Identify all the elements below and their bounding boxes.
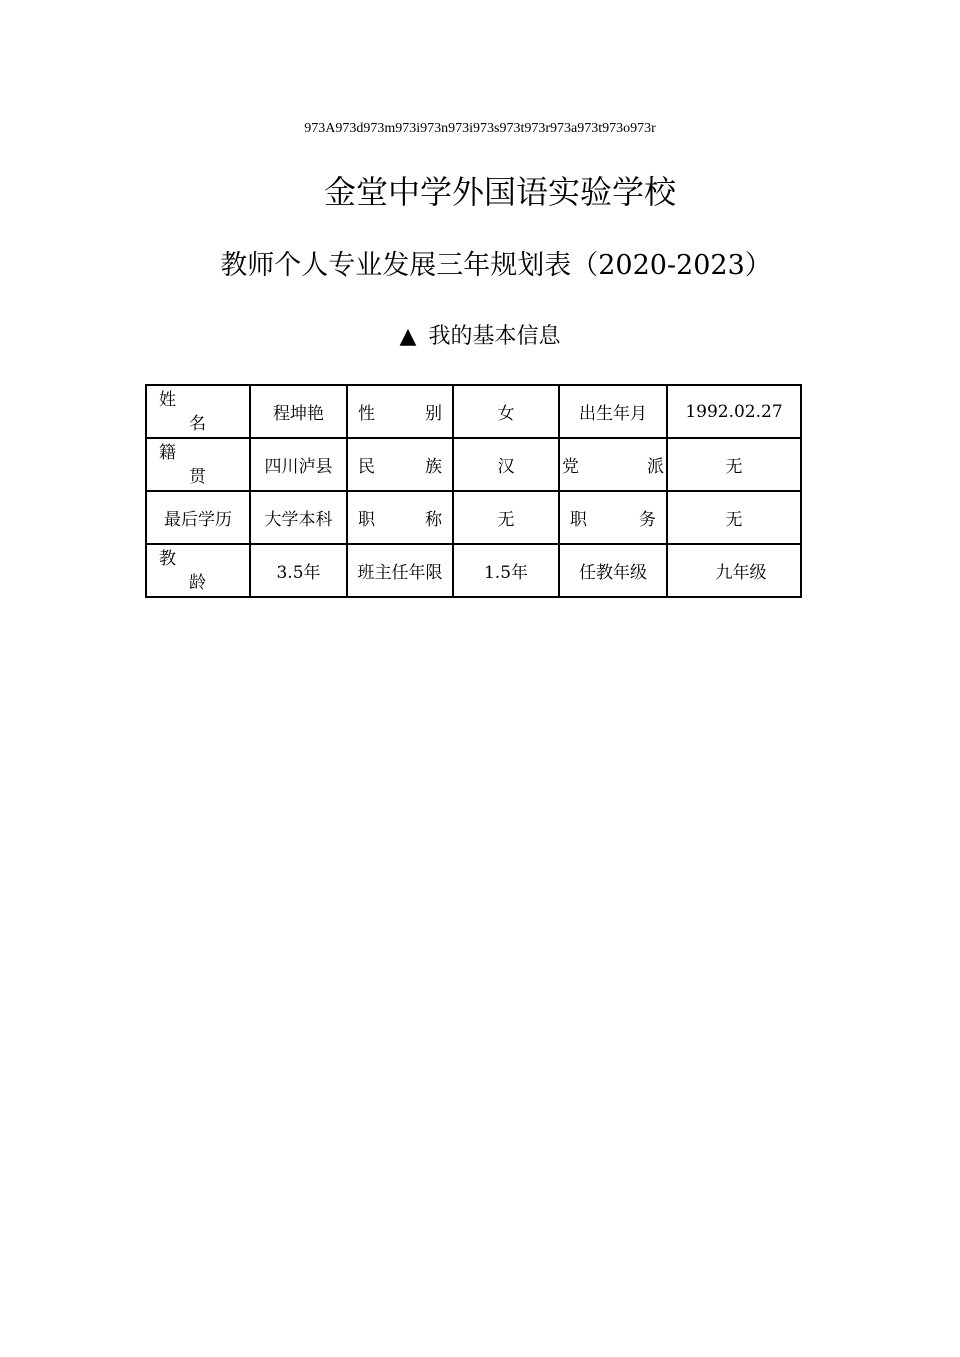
section-heading bbox=[0, 319, 960, 355]
school-name: 金堂中学外国语实验学校 bbox=[323, 173, 676, 211]
label-education: 最后学历 bbox=[146, 491, 250, 544]
label-head-teacher-years: 班主任年限 bbox=[347, 544, 453, 597]
triangle-marker-icon: ▲ bbox=[399, 324, 417, 349]
value-education: 大学本科 bbox=[250, 491, 347, 544]
value-birth: 1992.02.27 bbox=[667, 385, 801, 438]
plan-title: 教师个人专业发展三年规划表（2020-2023） bbox=[220, 250, 772, 281]
value-head-teacher-years: 1.5年 bbox=[453, 544, 559, 597]
header-code: 973A973d973m973i973n973i973s973t973r973a973t973o973r bbox=[304, 121, 656, 136]
table-row bbox=[146, 385, 801, 438]
table-row bbox=[146, 491, 801, 544]
label-teaching-grade: 任教年级 bbox=[559, 544, 667, 597]
value-name: 程坤艳 bbox=[250, 385, 347, 438]
label-ethnicity: 民 族 bbox=[347, 438, 453, 491]
value-position: 无 bbox=[667, 491, 801, 544]
table-row bbox=[146, 544, 801, 597]
label-birth: 出生年月 bbox=[559, 385, 667, 438]
basic-info-table bbox=[145, 384, 802, 598]
label-native-place: 籍 贯 bbox=[146, 438, 250, 491]
value-ethnicity: 汉 bbox=[453, 438, 559, 491]
value-teaching-years: 3.5年 bbox=[250, 544, 347, 597]
section-title: 我的基本信息 bbox=[428, 324, 561, 349]
label-party: 党 派 bbox=[559, 438, 667, 491]
label-name: 姓 名 bbox=[146, 385, 250, 438]
value-party: 无 bbox=[667, 438, 801, 491]
label-title: 职 称 bbox=[347, 491, 453, 544]
table-row bbox=[146, 438, 801, 491]
value-native-place: 四川泸县 bbox=[250, 438, 347, 491]
value-teaching-grade: 九年级 bbox=[667, 544, 801, 597]
value-gender: 女 bbox=[453, 385, 559, 438]
value-title: 无 bbox=[453, 491, 559, 544]
label-gender: 性 别 bbox=[347, 385, 453, 438]
label-teaching-years: 教 龄 bbox=[146, 544, 250, 597]
label-position: 职 务 bbox=[559, 491, 667, 544]
